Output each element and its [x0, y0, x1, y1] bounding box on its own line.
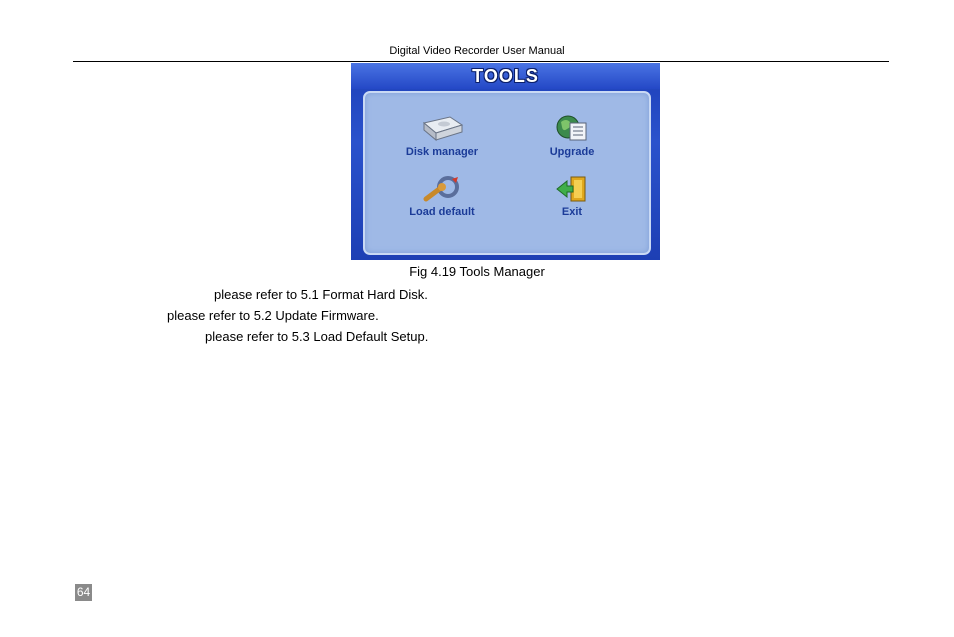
upgrade-icon: [555, 113, 589, 143]
hard-disk-icon: [420, 113, 464, 143]
wrench-gear-icon: [422, 175, 462, 203]
tools-panel: [363, 91, 651, 255]
ref-line-disk: please refer to 5.1 Format Hard Disk.: [214, 287, 428, 302]
figure-caption: Fig 4.19 Tools Manager: [409, 264, 545, 279]
tools-screenshot: [351, 63, 660, 260]
tool-disk-manager[interactable]: [387, 113, 497, 158]
tool-load-default[interactable]: [387, 175, 497, 218]
page-number: 64: [76, 585, 91, 599]
page-header: Digital Video Recorder User Manual: [389, 45, 565, 57]
tool-exit[interactable]: [517, 175, 627, 218]
header-rule: [73, 61, 889, 62]
exit-door-icon: [555, 175, 589, 203]
tool-label: Exit: [561, 206, 583, 218]
tools-title: TOOLS: [472, 66, 539, 86]
tool-label: Upgrade: [549, 146, 595, 158]
tool-label: Disk manager: [405, 146, 479, 158]
tool-label: Load default: [409, 206, 475, 218]
ref-line-default: please refer to 5.3 Load Default Setup.: [205, 329, 429, 344]
ref-line-upgrade: please refer to 5.2 Update Firmware.: [167, 308, 379, 323]
tool-upgrade[interactable]: [517, 113, 627, 158]
